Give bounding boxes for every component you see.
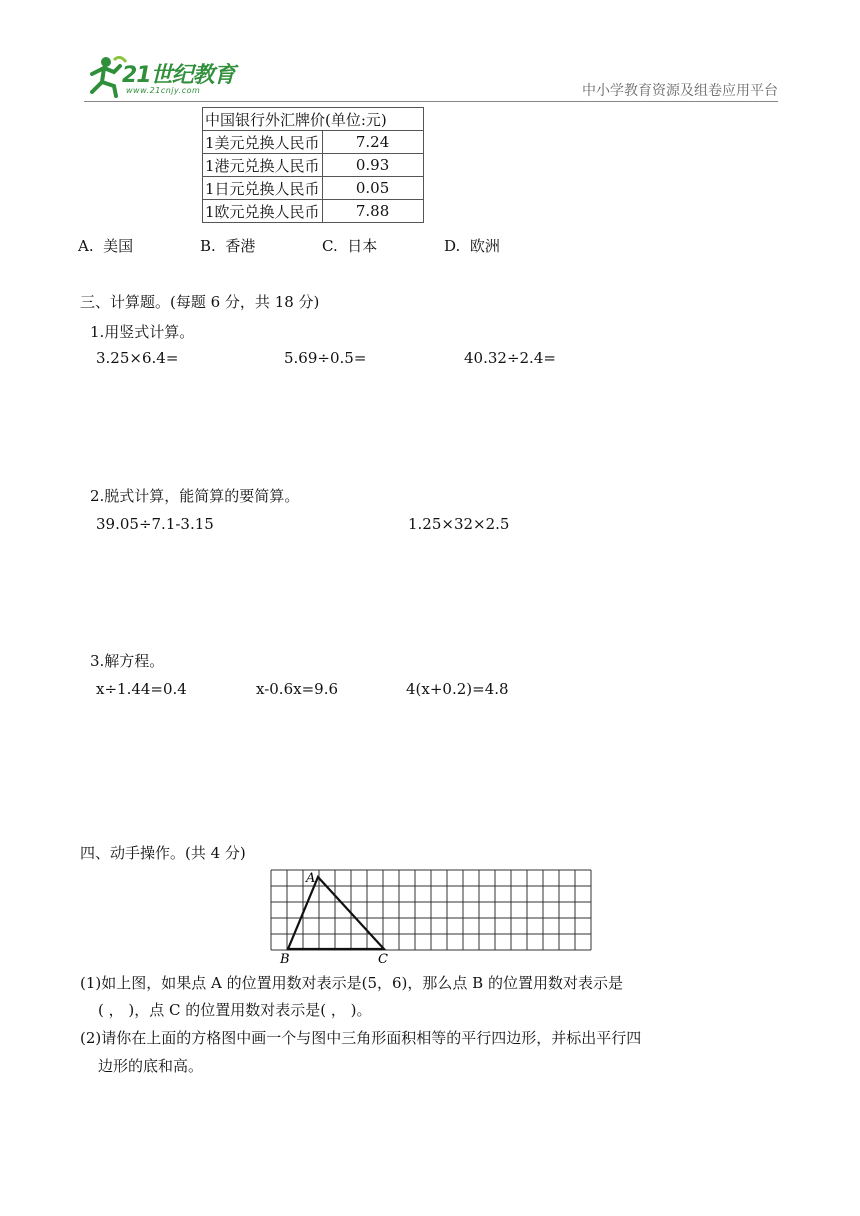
section3-title: 三、计算题。(每题 6 分，共 18 分) [80, 293, 320, 311]
row-value: 7.88 [322, 200, 423, 223]
choice-letter: D. [444, 237, 461, 255]
table-title: 中国银行外汇牌价(单位:元) [203, 108, 424, 131]
row-value: 7.24 [322, 131, 423, 154]
choice-letter: A. [78, 237, 94, 255]
q3-item: x-0.6x=9.6 [256, 680, 339, 698]
q3-item: 4(x+0.2)=4.8 [406, 680, 509, 698]
table-row [203, 177, 424, 200]
section4-title: 四、动手操作。(共 4 分) [80, 844, 246, 862]
triangle-abc [288, 877, 384, 949]
point-c-label: C [378, 952, 388, 965]
choice-text: 香港 [225, 237, 256, 255]
choice-text: 欧洲 [469, 237, 500, 255]
problem2-line1: (2)请你在上面的方格图中画一个与图中三角形面积相等的平行四边形，并标出平行四 [80, 1029, 642, 1047]
exchange-rate-table [202, 107, 424, 223]
point-b-label: B [280, 952, 290, 965]
table-row [203, 154, 424, 177]
q1-item: 5.69÷0.5= [284, 349, 367, 367]
q3-title: 3.解方程。 [90, 652, 165, 670]
row-label: 1美元兑换人民币 [203, 131, 323, 154]
choice-letter: C. [322, 237, 338, 255]
row-label: 1港元兑换人民币 [203, 154, 323, 177]
q2-title: 2.脱式计算，能简算的要简算。 [90, 487, 300, 505]
problem1-line2: ( ， )，点 C 的位置用数对表示是( ， )。 [98, 1001, 372, 1019]
row-value: 0.93 [322, 154, 423, 177]
platform-tagline: 中小学教育资源及组卷应用平台 [582, 83, 778, 99]
row-value: 0.05 [322, 177, 423, 200]
choice-a [78, 236, 133, 256]
q2-item: 39.05÷7.1-3.15 [96, 515, 214, 533]
choice-b [200, 236, 255, 256]
row-label: 1欧元兑换人民币 [203, 200, 323, 223]
choice-text: 日本 [347, 237, 378, 255]
choice-letter: B. [200, 237, 216, 255]
table-row [203, 108, 424, 131]
q3-item: x÷1.44=0.4 [96, 680, 187, 698]
choice-c [322, 236, 377, 256]
brand-url: www.21cnjy.com [126, 86, 201, 95]
table-row [203, 200, 424, 223]
choice-d [444, 236, 500, 256]
header-divider [84, 101, 778, 102]
q1-item: 3.25×6.4= [96, 349, 179, 367]
grid-figure [270, 869, 592, 965]
row-label: 1日元兑换人民币 [203, 177, 323, 200]
choice-text: 美国 [103, 237, 134, 255]
q2-item: 1.25×32×2.5 [408, 515, 510, 533]
table-row [203, 131, 424, 154]
problem1-line1: (1)如上图，如果点 A 的位置用数对表示是(5，6)，那么点 B 的位置用数对表示是 [80, 974, 623, 992]
q1-title: 1.用竖式计算。 [90, 323, 195, 341]
q1-item: 40.32÷2.4= [464, 349, 556, 367]
problem2-line2: 边形的底和高。 [98, 1057, 204, 1075]
brand-name: 21世纪教育 [122, 63, 235, 88]
point-a-label: A [306, 871, 316, 886]
